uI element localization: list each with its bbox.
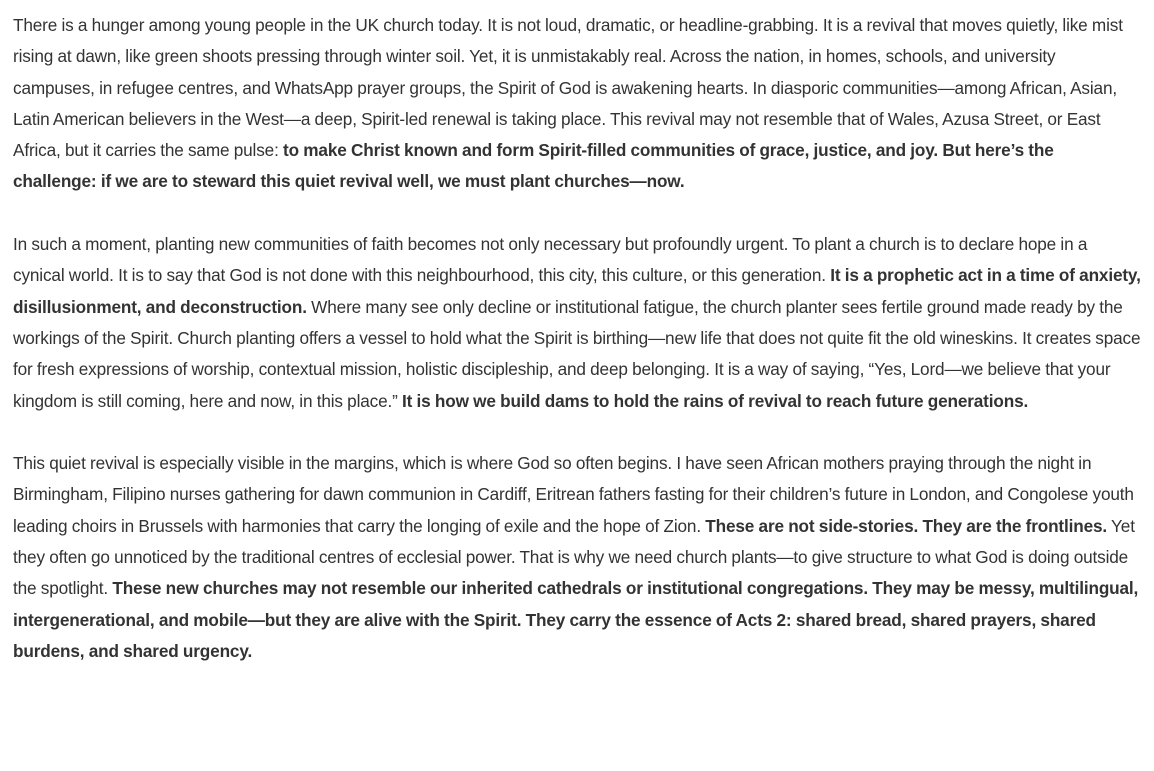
emphasis-text: It is a prophetic act in a time of anxiety, disillusionment, and deconstruction. (13, 265, 1141, 317)
text-segment: In such a moment, planting new communities of faith becomes not only necessary but profoundly urgent. To plant a church is to declare hope in a cynical world. It is to say that God is not done with this neighbourhood, this city, this culture, or this generation. (13, 234, 1088, 286)
paragraph-revival-intro (13, 10, 1141, 198)
emphasis-text: to make Christ known and form Spirit-filled communities of grace, justice, and joy. But here’s the challenge: if we are to steward this quiet revival well, we must plant churches—now. (13, 140, 1054, 192)
emphasis-text: It is how we build dams to hold the rains of revival to reach future generations. (402, 390, 1029, 411)
article-body (13, 10, 1141, 667)
text-segment: This quiet revival is especially visible in the margins, which is where God so often begins. I have seen African mothers praying through the night in Birmingham, Filipino nurses gathering for dawn communion in Cardiff, Eritrean fathers fasting for their children’s future in London, and Congolese youth leading choirs in Brussels with harmonies that carry the longing of exile and the hope of Zion. (13, 453, 1134, 536)
paragraph-margins (13, 448, 1141, 667)
text-segment: There is a hunger among young people in the UK church today. It is not loud, dramatic, or headline-grabbing. It is a revival that moves quietly, like mist rising at dawn, like green shoots pressing through winter soil. Yet, it is unmistakably real. Across the nation, in homes, schools, and university campuses, in refugee centres, and WhatsApp prayer groups, the Spirit of God is awakening hearts. In diasporic communities—among African, Asian, Latin American believers in the West—a deep, Spirit-led renewal is taking place. This revival may not resemble that of Wales, Azusa Street, or East Africa, but it carries the same pulse: (13, 15, 1123, 161)
emphasis-text: These new churches may not resemble our inherited cathedrals or institutional congregations. They may be messy, multilingual, intergenerational, and mobile—but they are alive with the Spirit. They carry the essence of Acts 2: shared bread, shared prayers, shared burdens, and shared urgency. (13, 578, 1139, 661)
paragraph-planting-urgency (13, 229, 1141, 417)
text-segment: Where many see only decline or institutional fatigue, the church planter sees fertile ground made ready by the workings of the Spirit. Church planting offers a vessel to hold what the Spirit is birthing—new life that does not quite fit the old wineskins. It creates space for fresh expressions of worship, contextual mission, holistic discipleship, and deep belonging. It is a way of saying, “Yes, Lord—we believe that your kingdom is still coming, here and now, in this place.” (13, 296, 1141, 411)
emphasis-text: These are not side-stories. They are the frontlines. (705, 515, 1108, 536)
text-segment: Yet they often go unnoticed by the traditional centres of ecclesial power. That is why we need church plants—to give structure to what God is doing outside the spotlight. (13, 515, 1135, 599)
